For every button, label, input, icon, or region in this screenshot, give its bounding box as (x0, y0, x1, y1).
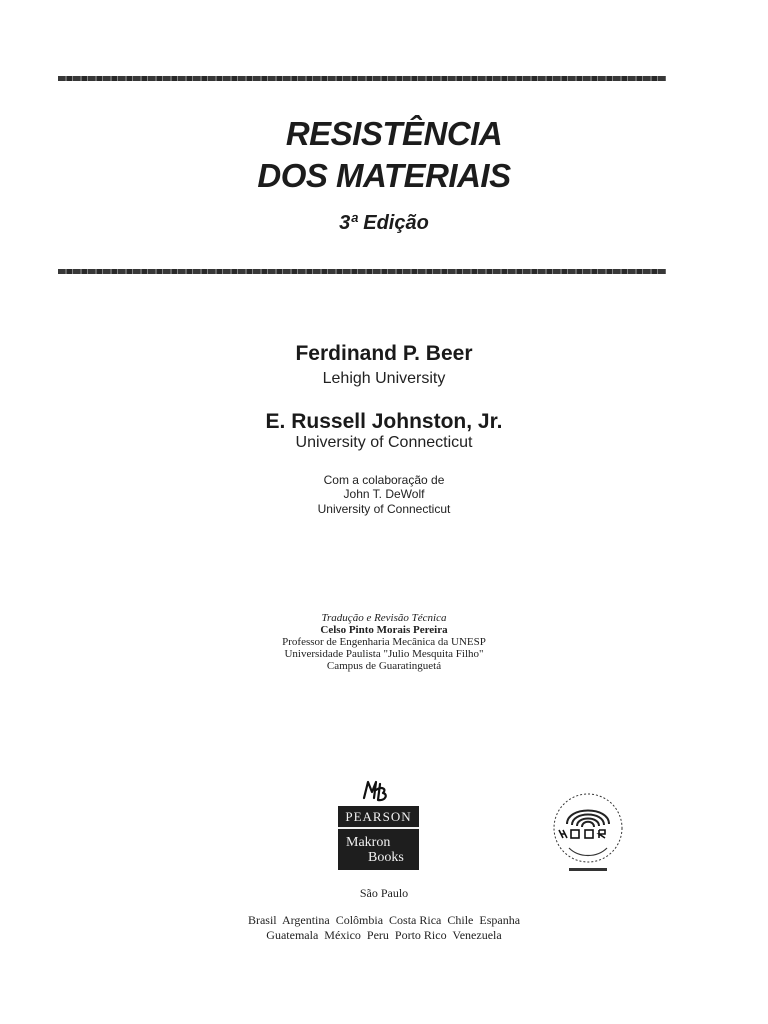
author-1-name: Ferdinand P. Beer (295, 342, 473, 365)
translation-label: Tradução e Revisão Técnica (321, 612, 447, 624)
abdr-seal-icon (545, 788, 631, 874)
bottom-decorative-rule (58, 269, 666, 274)
imprint-line-2: Books (368, 850, 404, 865)
top-decorative-rule (58, 76, 666, 81)
author-2-name: E. Russell Johnston, Jr. (265, 410, 503, 433)
logo-divider (338, 827, 419, 829)
pearson-brand-text: PEARSON (345, 809, 412, 824)
translator-name: Celso Pinto Morais Pereira (320, 624, 448, 636)
collaborator-affiliation: University of Connecticut (317, 502, 451, 516)
monogram-icon (361, 776, 391, 804)
book-title-line-1: RESISTÊNCIA (285, 115, 503, 152)
author-1-affiliation: Lehigh University (322, 370, 446, 387)
author-2-affiliation: University of Connecticut (295, 434, 473, 451)
translator-university: Universidade Paulista "Julio Mesquita Filho" (284, 648, 484, 660)
translator-campus: Campus de Guaratinguetá (326, 660, 442, 672)
collaborator-name: John T. DeWolf (343, 487, 425, 501)
pearson-makron-logo (338, 806, 419, 870)
publisher-city: São Paulo (359, 886, 409, 900)
makron-monogram-logo (361, 776, 391, 804)
imprint-line-1: Makron (346, 835, 391, 850)
translator-title: Professor de Engenharia Mecânica da UNESP (282, 636, 486, 648)
edition-label: 3ª Edição (339, 212, 429, 234)
collaboration-intro: Com a colaboração de (323, 473, 445, 487)
book-title-line-2: DOS MATERIAIS (257, 157, 511, 194)
countries-line-1: Brasil Argentina Colômbia Costa Rica Chile Espanha (247, 913, 521, 927)
countries-line-2: Guatemala México Peru Porto Rico Venezuela (266, 928, 502, 942)
abdr-seal-logo (545, 788, 631, 874)
